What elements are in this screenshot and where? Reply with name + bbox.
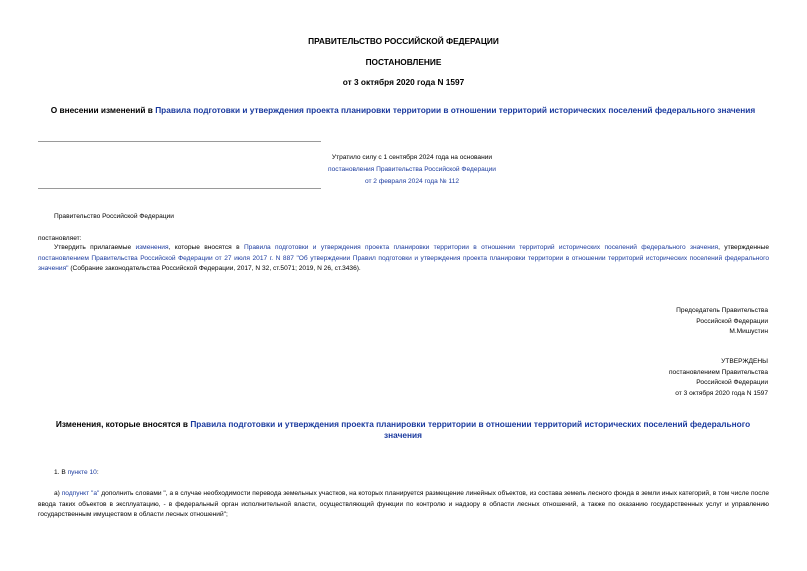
government-line: Правительство Российской Федерации	[54, 213, 174, 220]
paragraph-text: Утвердить прилагаемые	[54, 244, 136, 251]
paragraph-text: , утвержденные	[718, 244, 770, 251]
changes-title	[50, 419, 756, 441]
signature-block	[500, 306, 768, 338]
signature-country: Российской Федерации	[696, 317, 768, 325]
date-number-heading: от 3 октября 2020 года N 1597	[342, 77, 465, 87]
approved-by: постановлением Правительства	[668, 368, 768, 376]
document-title	[38, 105, 768, 116]
paragraph-text: , которые вносятся в	[168, 244, 244, 251]
item-1-prefix: 1. В	[54, 469, 68, 476]
signature-name: М.Мишустин	[729, 328, 768, 335]
approved-heading: УТВЕРЖДЕНЫ	[721, 358, 768, 365]
status-note-link-date[interactable]: от 2 февраля 2024 года № 112	[364, 178, 460, 185]
rules-link[interactable]: Правила подготовки и утверждения проекта планировки территории в отношении территорий исторических поселений федерального значения	[243, 244, 719, 251]
government-heading: ПРАВИТЕЛЬСТВО РОССИЙСКОЙ ФЕДЕРАЦИИ	[308, 36, 499, 46]
item-a-prefix: а)	[54, 490, 62, 497]
decree-887-link[interactable]: постановлением Правительства Российской Федерации от 27 июля 2017 г. N 887 "Об утверждении Правил подготовки и утверждения проекта планировки территории в отношении территорий исторических поселений федерального значения"	[38, 254, 769, 272]
item-1	[54, 468, 99, 479]
approved-block	[500, 357, 768, 399]
title-prefix: О внесении изменений в	[50, 105, 156, 115]
divider-top	[38, 141, 321, 142]
subpoint-a-link[interactable]: подпункт "а"	[61, 490, 100, 497]
divider-bottom	[38, 188, 321, 189]
resolution-paragraph	[38, 243, 769, 275]
approved-country: Российской Федерации	[696, 379, 768, 386]
decrees-line: постановляет:	[38, 235, 82, 242]
item-a-text: дополнить словами ", а в случае необходимости перевода земельных участков, на которых планируется размещение линейных объектов, из состава земель лесного фонда в земли иных категорий, в том числе после ввода таких объектов в эксплуатацию, - в федеральный орган исполнительной власти, осуществляющий функции по контролю и надзору в области лесных отношений, а также по оказанию государственных услуг и управлению государственным имуществом в области лесных отношений";	[38, 490, 770, 518]
doc-type-heading: ПОСТАНОВЛЕНИЕ	[365, 57, 442, 67]
changes-link[interactable]: изменения	[135, 244, 169, 251]
status-note-line: Утратило силу с 1 сентября 2024 года на основании	[331, 154, 493, 161]
title-rules-link[interactable]: Правила подготовки и утверждения проекта планировки территории в отношении территорий исторических поселений федерального значения	[155, 105, 756, 115]
approved-date: от 3 октября 2020 года N 1597	[675, 389, 768, 397]
status-note-link-decree[interactable]: постановления Правительства Российской Федерации	[328, 166, 496, 173]
status-note	[222, 152, 602, 188]
item-1-suffix: :	[96, 469, 99, 476]
changes-title-prefix: Изменения, которые вносятся в	[55, 419, 191, 429]
paragraph-text: (Собрание законодательства Российской Федерации, 2017, N 32, ст.5071; 2019, N 26, ст.3436).	[68, 265, 361, 272]
changes-title-rules-link[interactable]: Правила подготовки и утверждения проекта планировки территории в отношении территорий исторических поселений федерального значения	[190, 419, 751, 440]
item-a	[38, 489, 769, 521]
point-10-link[interactable]: пункте 10	[67, 469, 97, 476]
signature-title: Председатель Правительства	[676, 307, 768, 314]
